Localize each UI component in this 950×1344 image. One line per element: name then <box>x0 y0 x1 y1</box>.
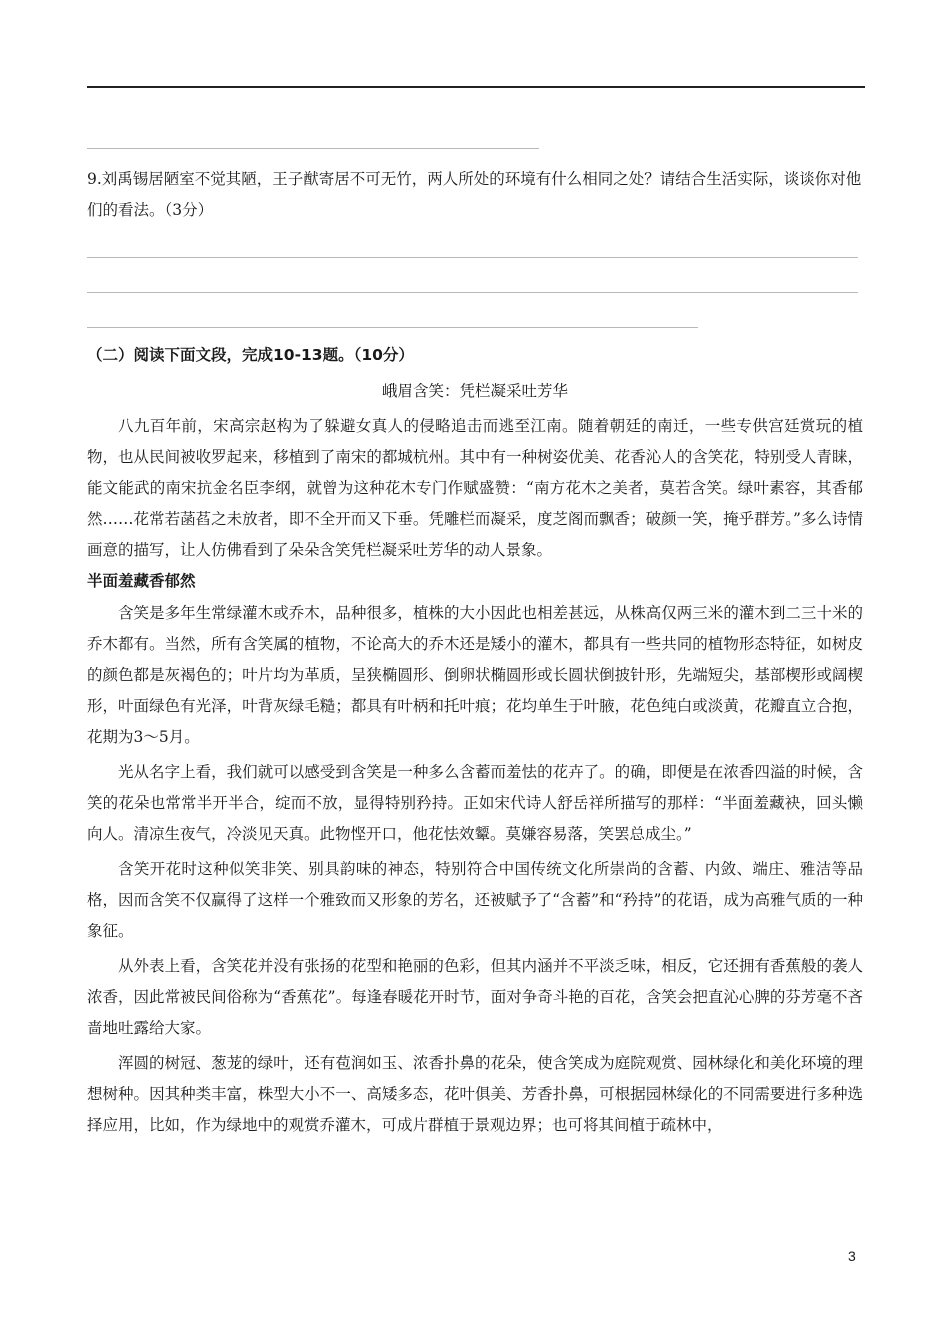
page-number: 3 <box>848 1248 856 1264</box>
section-heading: （二）阅读下面文段，完成10-13题。（10分） <box>87 346 414 364</box>
question-9: 9.刘禹锡居陋室不觉其陋，王子猷寄居不可无竹，两人所处的环境有什么相同之处？请结合生活实际，谈谈你对他们的看法。（3分） <box>87 170 862 219</box>
paragraph: 浑圆的树冠、葱茏的绿叶，还有苞润如玉、浓香扑鼻的花朵，使含笑成为庭院观赏、园林绿化和美化环境的理想树种。因其种类丰富，株型大小不一、高矮多态，花叶俱美、芳香扑鼻，可根据园林绿化的不同需要进行多种选择应用，比如，作为绿地中的观赏乔灌木，可成片群植于景观边界；也可将其间植于疏林中， <box>87 1054 863 1134</box>
paragraph: 从外表上看，含笑花并没有张扬的花型和艳丽的色彩，但其内涵并不平淡乏味，相反，它还拥有香蕉般的袭人浓香，因此常被民间俗称为“香蕉花”。每逢春暖花开时节，面对争奇斗艳的百花，含笑会把直沁心脾的芬芳毫不吝啬地吐露给大家。 <box>87 957 863 1037</box>
paragraph: 含笑开花时这种似笑非笑、别具韵味的神态，特别符合中国传统文化所崇尚的含蓄、内敛、端庄、雅洁等品格，因而含笑不仅赢得了这样一个雅致而又形象的芳名，还被赋予了“含蓄”和“矜持”的花语，成为高雅气质的一种象征。 <box>87 860 863 940</box>
answer-line <box>87 148 539 149</box>
paragraph: 含笑是多年生常绿灌木或乔木，品种很多，植株的大小因此也相差甚远，从株高仅两三米的灌木到二三十米的乔木都有。当然，所有含笑属的植物，不论高大的乔木还是矮小的灌木，都具有一些共同的植物形态特征，如树皮的颜色都是灰褐色的；叶片均为革质，呈狭椭圆形、倒卵状椭圆形或长圆状倒披针形，先端短尖，基部楔形或阔楔形，叶面绿色有光泽，叶背灰绿毛糙；都具有叶柄和托叶痕；花均单生于叶腋，花色纯白或淡黄，花瓣直立合抱，花期为3～5月。 <box>87 604 863 746</box>
answer-line <box>87 327 698 328</box>
article-title: 峨眉含笑：凭栏凝采吐芳华 <box>381 382 568 400</box>
article-body <box>87 411 863 1141</box>
answer-line <box>87 257 858 258</box>
subheading: 半面羞藏香郁然 <box>87 572 196 590</box>
intro-paragraph: 八九百年前，宋高宗赵构为了躲避女真人的侵略追击而逃至江南。随着朝廷的南迁，一些专供宫廷赏玩的植物，也从民间被收罗起来，移植到了南宋的都城杭州。其中有一种树姿优美、花香沁人的含笑花，特别受人青睐，能文能武的南宋抗金名臣李纲，就曾为这种花木专门作赋盛赞：“南方花木之美者，莫若含笑。绿叶素容，其香郁然……花常若菡萏之未放者，即不全开而又下垂。凭雕栏而凝采，度芝阁而飘香；破颜一笑，掩乎群芳。”多么诗情画意的描写，让人仿佛看到了朵朵含笑凭栏凝采吐芳华的动人景象。 <box>87 417 863 559</box>
header-rule <box>87 86 865 88</box>
paragraph: 光从名字上看，我们就可以感受到含笑是一种多么含蓄而羞怯的花卉了。的确，即便是在浓香四溢的时候，含笑的花朵也常常半开半合，绽而不放，显得特别矜持。正如宋代诗人舒岳祥所描写的那样：“半面羞藏袂，回头懒向人。清凉生夜气，冷淡见天真。此物悭开口，他花怯效颦。莫嫌容易落，笑罢总成尘。” <box>87 763 863 843</box>
answer-line <box>87 292 858 293</box>
